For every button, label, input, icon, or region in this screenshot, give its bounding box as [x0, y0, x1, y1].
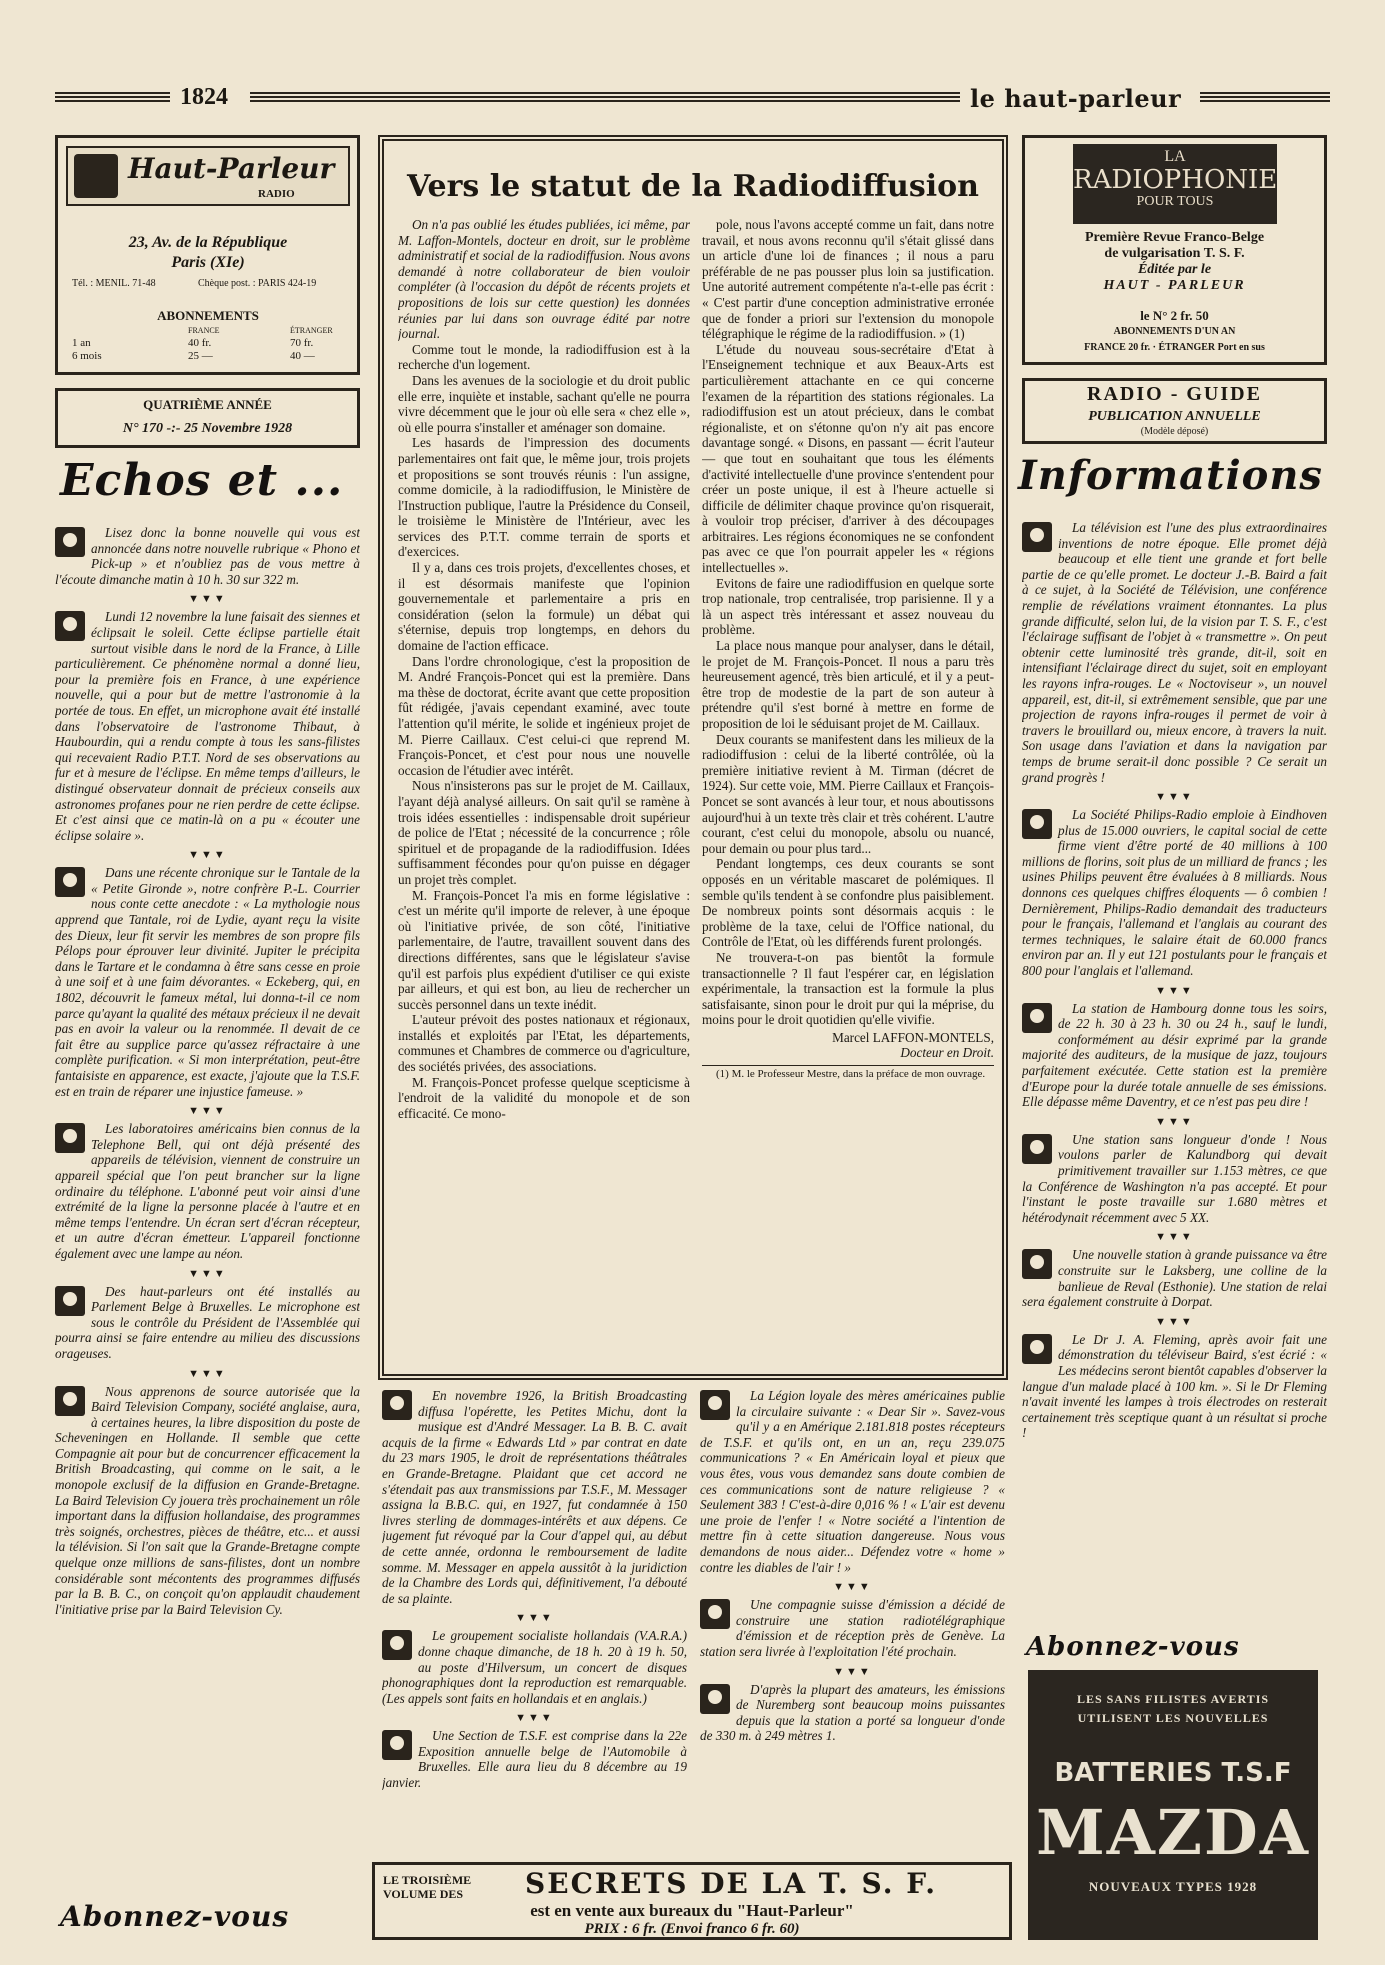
news-item-text: Les laboratoires américains bien connus de la Telephone Bell, qui ont déjà présenté des appareils de télévision, viennent de construire un appareil spécial que l'on peut brancher sur la ligne ordinaire du téléphone. L'abonné peut voir ainsi d'une extrémité de la ligne la personne placée à l'autre et en même temps l'entendre. Un écran sert d'écran récepteur, et un autre d'écran émetteur. L'appareil fonctionne également avec une lampe au néon. — [55, 1121, 360, 1261]
article-paragraph: Dans les avenues de la sociologie et du droit public elle erre, inquiète et instable, sachant qu'elle ne pourra vivre décemment que le jour où elle sera « chez elle », où elle pourra s'installer et aménager son domaine. — [398, 372, 690, 435]
news-item — [55, 525, 360, 587]
separator: ▼▼▼ — [515, 1612, 554, 1625]
echos-footer: Abonnez-vous — [60, 1900, 290, 1933]
article-paragraph: Pendant longtemps, ces deux courants se sont opposés en un véritable mascaret de polémiques. Il semble qu'ils tendent à se confondre plus paisiblement. De nombreux points sont désormais acquis : le problème de la taxe, celui de l'Office national, du Contrôle de l'Etat, où les différends furent prolongés. — [702, 856, 994, 950]
loudspeaker-icon — [55, 1286, 85, 1316]
masthead-box — [55, 135, 360, 375]
informations-heading: Informations — [1018, 452, 1323, 499]
news-item — [700, 1388, 1005, 1575]
radiophonie-banner — [1073, 144, 1277, 224]
news-item — [55, 609, 360, 843]
radiophonie-subs: ABONNEMENTS D'UN AN — [1113, 326, 1236, 337]
news-item-text: D'après la plupart des amateurs, les émissions de Nuremberg sont beaucoup moins puissantes depuis que la station a porté sa longueur d'onde de 330 m. à 249 mètres 1. — [700, 1681, 1005, 1744]
loudspeaker-icon — [55, 867, 85, 897]
news-item — [382, 1388, 687, 1606]
loudspeaker-icon — [700, 1390, 730, 1420]
article-paragraph: Ne trouvera-t-on pas bientôt la formule transactionnelle ? Il faut l'espérer car, en législation expérimentale, la transaction est la formule la plus satisfaisante, sinon pour le droit pur qui la méprise, du moins pour le droit quotidien qu'elle vivifie. — [702, 949, 994, 1028]
news-item — [55, 865, 360, 1099]
article-paragraph: Deux courants se manifestent dans les milieux de la radiodiffusion : celui de la liberté contrôlée, où la première initiative revient à M. Tirman (décret de 1924). Sur cette voie, MM. Pierre Caillaux et François-Poncet se sont avancés à leur tour, et nous aboutissons aujourd'hui à un texte très clair et très cohérent. L'autre courant, c'est celui du monopole, absolu ou nuancé, pour demain ou pour plus tard... — [702, 731, 994, 856]
secrets-sub: est en vente aux bureaux du "Haut-Parleur" — [530, 1901, 854, 1920]
separator: ▼▼▼ — [188, 849, 227, 862]
echos-heading: Echos et ... — [60, 455, 344, 506]
loudspeaker-icon — [1022, 1003, 1052, 1033]
news-item — [382, 1628, 687, 1706]
article-paragraph: M. François-Poncet professe quelque scepticisme à l'endroit de la validité du monopole et de son efficacité. Ce mono- — [398, 1074, 690, 1121]
page-number: 1824 — [180, 84, 228, 110]
secrets-ad — [372, 1862, 1012, 1940]
logo-sub: RADIO — [258, 188, 295, 200]
news-item — [55, 1284, 360, 1362]
article-paragraph: L'étude du nouveau sous-secrétaire d'Etat à l'Enseignement technique et aux Beaux-Arts est particulièrement attachante en ce qui concerne l'examen de la répartition des stations régionales. La radiodiffusion est un atout précieux, dans le combat régionaliste, et on s'étonne qu'on n'y ait pas encore davantage songé. « Disons, en passant — écrit l'auteur — que tout en souhaitant que tous les éléments d'activité intellectuelle d'une province s'entendent pour créer un poste unique, il est à l'heure actuelle si difficile de délimiter chaque province qu'on risquerait, à vouloir trop préciser, d'arriver à des découpages arbitraires. Les régions économiques ne se confondent pas avec ce que l'on pourrait appeler les « régions intellectuelles ». — [702, 341, 994, 576]
news-item-text: Le groupement socialiste hollandais (V.A.R.A.) donne chaque dimanche, de 18 h. 20 à 19 h. 50, au poste d'Hilversum, un concert de disques phonographiques dont la reproduction est remarquable. (Les appels sont faits en hollandais et en anglais.) — [382, 1628, 687, 1706]
news-item-text: Des haut-parleurs ont été installés au Parlement Belge à Bruxelles. Le microphone est sous le contrôle du Président de l'Assemblée qui pourra ainsi se faire entendre au milieu des discussions orageuses. — [55, 1283, 360, 1361]
mazda-product: BATTERIES T.S.F — [1054, 1758, 1292, 1788]
masthead-address: 23, Av. de la République — [128, 234, 288, 251]
echos-column — [55, 525, 360, 1895]
issue-year: QUATRIÈME ANNÉE — [143, 397, 272, 412]
news-item — [700, 1682, 1005, 1744]
article-paragraph: Les hasards de l'impression des documents parlementaires ont fait que, le même jour, trois projets et propositions se sont trouvés réunis : l'un assigne, comme domicile, à la radiodiffusion, le Ministère de l'Instruction publique, l'autre la Présidence du Conseil, le troisième le Ministère de l'Intérieur, avec les services des P.T.T. comme terrain de sports et d'exercices. — [398, 435, 690, 560]
news-item-text: Dans une récente chronique sur le Tantale de la « Petite Gironde », notre confrère P.-L. Courrier nous conte cette anecdote : « La mythologie nous apprend que Tantale, roi de Lydie, ayant reçu la visite des Dieux, leur fit servir les membres de son propre fils Pélops pour éprouver leur divinité. Jupiter le précipita dans le Tartare et le condamna à être sans cesse en proie à une soif et à une faim dévorantes. « Eckeberg, qui, en 1802, découvrit le fameux métal, lui donna-t-il ce nom parce qu'ayant la qualité des métaux précieux il ne devait pas en avoir la valeur ou la renommée. Il devait de ce fait être au supplice parce qu'assez réfractaire à une complète purification. « Si mon interprétation, peut-être fantaisiste en apparence, est exacte, j'ajoute que la T.S.F. est en train de réparer une injustice fameuse. » — [55, 865, 360, 1099]
radiophonie-line4: HAUT - PARLEUR — [1103, 278, 1246, 293]
article-paragraph: Dans l'ordre chronologique, c'est la proposition de M. André François-Poncet qui est la première. Dans ma thèse de doctorat, écrite avant que cette proposition fût rédigée, j'avais cependant examiné, avec toute l'attention qu'il mérite, le solide et ingénieux projet de M. Pierre Caillaux. C'est celui-ci que reprend M. François-Poncet, et c'est pour nous une nouvelle occasion de l'étudier avec intérêt. — [398, 653, 690, 778]
news-item-text: Le Dr J. A. Fleming, après avoir fait une démonstration du téléviseur Baird, s'est écrié : « Les médecins seront bientôt capables d'observer la langue d'un malade placé à 100 km. ». Si le Dr Fleming n'avait inventé les lampes à trois électrodes on resterait certainement très sceptique quant à un résultat si proche ! — [1022, 1331, 1327, 1441]
loudspeaker-icon — [1022, 1134, 1052, 1164]
loudspeaker-icon — [1022, 1249, 1052, 1279]
news-item — [1022, 1132, 1327, 1226]
radiophonie-subs-detail: FRANCE 20 fr. · ÉTRANGER Port en sus — [1084, 342, 1265, 353]
loudspeaker-icon — [382, 1630, 412, 1660]
news-item — [1022, 1247, 1327, 1309]
article-intro: On n'a pas oublié les études publiées, ici même, par M. Laffon-Montels, docteur en droit, sur le problème administratif et social de la radiodiffusion. Nous avons demandé à notre collaborateur de bien vouloir compléter (à l'occasion du dépôt de récents projets et propositions de lois sur cette question) les données réunies par lui dans son ouvrage édité par notre journal. — [398, 217, 690, 342]
masthead-logo — [66, 146, 350, 206]
header-rule-left — [55, 92, 170, 102]
news-item — [382, 1728, 687, 1790]
article-signature-title: Docteur en Droit. — [900, 1045, 994, 1061]
radio-guide-box — [1022, 378, 1327, 444]
radiophonie-line3: Éditée par le — [1137, 262, 1212, 277]
separator: ▼▼▼ — [1155, 1115, 1194, 1128]
mazda-line2: UTILISENT LES NOUVELLES — [1077, 1711, 1269, 1725]
news-item — [1022, 807, 1327, 979]
row1-foreign: 70 fr. — [290, 337, 314, 349]
mazda-ad — [1028, 1670, 1318, 1940]
loudspeaker-icon — [700, 1684, 730, 1714]
col-france: FRANCE — [188, 326, 220, 335]
logo-text: Haut-Parleur — [128, 152, 335, 185]
article-paragraph: pole, nous l'avons accepté comme un fait, dans notre travail, et nous avons reconnu qu'il s'était glissé dans un article d'une loi de finances ; il nous a paru préférable de ne pas pousser plus loin sa justification. Une autorité autrement compétente n'a-t-elle pas écrit : « C'est partir d'une conception administrative erronée que de fonder a priori sur l'extension du monopole télégraphique le régime de la radiodiffusion. » (1) — [702, 217, 994, 342]
article-paragraph: M. François-Poncet l'a mis en forme législative : c'est un mérite qu'il importe de relever, à une époque où l'initiative privée, de son côté, l'initiative parlementaire, de l'autre, travaillent souvent dans des directions différentes, sans que le législateur s'avise qu'il est parfois plus expédient d'utiliser ce qui existe par ailleurs, et qui est bon, au lieu de rechercher un succès personnel dans un texte inédit. — [398, 887, 690, 1012]
radio-guide-sub: PUBLICATION ANNUELLE — [1088, 409, 1261, 424]
loudspeaker-icon — [55, 1386, 85, 1416]
news-item-text: Une Section de T.S.F. est comprise dans la 22e Exposition annuelle belge de l'Automobile à Bruxelles. Elle aura lieu du 8 décembre au 19 janvier. — [382, 1728, 687, 1791]
article-paragraph: Il y a, dans ces trois projets, d'excellentes choses, et il est désormais manifeste que l'opinion gouvernementale et parlementaire a pris en considération (selon la formule) un débat qui s'éternise, depuis trop longtemps, en dehors du domaine de l'action efficace. — [398, 560, 690, 654]
lower-left-column — [382, 1388, 687, 1858]
news-item-text: La télévision est l'une des plus extraordinaires inventions de notre époque. Elle promet déjà beaucoup et elle tient une grande et fort belle partie de ce qu'elle promet. Le docteur J.-B. Baird a fait à ce sujet, à la Société de Télévision, une conférence remplie de révélations vraiment étonnantes. La plus grande difficulté, selon lui, de la vision par T. S. F., c'est l'éclairage suffisant de l'objet à « transmettre ». On peut obtenir cette luminosité très grande, dit-il, soit en intensifiant l'éclairage direct du sujet, soit en employant les rayons infra-rouges. Le « Noctoviseur », un nouvel appareil, est, dit-il, si extrêmement sensible, que par une projection de rayons infra-rouges il permet de voir à travers le brouillard ou, mieux encore, à travers la nuit. Son usage dans l'aviation et dans la navigation par temps de brume serait-il donc possible ? Ce serait un grand progrès ! — [1022, 520, 1327, 785]
radiophonie-title-top: LA — [1164, 148, 1186, 165]
radio-guide-note: (Modèle déposé) — [1140, 426, 1209, 437]
news-item-text: Une station sans longueur d'onde ! Nous voulons parler de Kalundborg qui devait primitivement travailler sur 1.153 mètres, ce que la Conférence de Washington n'a pas accepté. Et pour l'instant le poste travaille sur 1.680 mètres et hétérodynait récemment avec 5 XX. — [1022, 1131, 1327, 1225]
news-item-text: Nous apprenons de source autorisée que la Baird Television Company, société anglaise, aura, à certaines heures, la libre disposition du poste de Scheveningen en Hollande. Il semble que cette Compagnie ait pour but de concurrencer efficacement la British Broadcasting, qui comme on le sait, a le monopole exclusif de la diffusion en Grande-Bretagne. La Baird Television Cy jouera très prochainement un rôle important dans la diffusion hollandaise, des programmes très soignés, orchestres, pièces de théâtre, etc... et aussi la télévision. Si l'on sait que la Grande-Bretagne compte quelque onze millions de sans-filistes, dont un nombre considérable sont mécontents des programmes diffusés par la B. B. C., on conçoit qu'on applaudit chaudement l'initiative prise par la Baird Television Cy. — [55, 1383, 360, 1617]
informations-column — [1022, 520, 1327, 1630]
news-item — [1022, 1332, 1327, 1441]
header-rule-mid — [250, 92, 960, 102]
radio-guide-title: RADIO - GUIDE — [1087, 383, 1262, 405]
subscriptions-title: ABONNEMENTS — [157, 308, 259, 323]
row2-label: 6 mois — [72, 350, 102, 362]
radiophonie-title: RADIOPHONIE — [1073, 165, 1278, 195]
col-foreign: ÉTRANGER — [290, 326, 333, 335]
lower-right-column — [700, 1388, 1005, 1858]
logo-mark — [74, 154, 118, 198]
loudspeaker-icon — [700, 1599, 730, 1629]
separator: ▼▼▼ — [1155, 1231, 1194, 1244]
article-paragraph: L'auteur prévoit des postes nationaux et régionaux, installés et exploités par l'Etat, les départements, communes et Chambres de commerce ou d'agriculture, des sociétés privées, des associations. — [398, 1012, 690, 1075]
article-col-right — [702, 217, 994, 1369]
article-title: Vers le statut de la Radiodiffusion — [407, 169, 979, 204]
separator: ▼▼▼ — [1155, 791, 1194, 804]
article-col-left — [398, 217, 690, 1369]
issue-number: N° 170 -:- 25 Novembre 1928 — [122, 421, 293, 436]
issue-box — [55, 388, 360, 448]
loudspeaker-icon — [382, 1390, 412, 1420]
header-rule-right — [1200, 92, 1330, 102]
secrets-line2: VOLUME DES — [383, 1887, 464, 1901]
news-item — [700, 1597, 1005, 1659]
loudspeaker-icon — [55, 1123, 85, 1153]
news-item-text: Lisez donc la bonne nouvelle qui vous est annoncée dans notre nouvelle rubrique « Phono et Pick-up » et n'oubliez pas de vous mettre à l'écoute dimanche matin à 10 h. 30 sur 322 m. — [55, 525, 360, 587]
separator: ▼▼▼ — [1155, 984, 1194, 997]
masthead-cheque: Chèque post. : PARIS 424-19 — [198, 278, 317, 289]
news-item — [1022, 520, 1327, 785]
radiophonie-ad — [1022, 135, 1327, 365]
radiophonie-line1: Première Revue Franco-Belge — [1084, 230, 1265, 245]
secrets-line1: LE TROISIÈME — [383, 1873, 472, 1887]
loudspeaker-icon — [382, 1730, 412, 1760]
loudspeaker-icon — [55, 611, 85, 641]
secrets-title: SECRETS DE LA T. S. F. — [525, 1867, 938, 1900]
radiophonie-line2: de vulgarisation T. S. F. — [1104, 246, 1245, 261]
row1-label: 1 an — [72, 337, 91, 349]
separator: ▼▼▼ — [188, 1105, 227, 1118]
article-paragraph: La place nous manque pour analyser, dans le détail, le projet de M. François-Poncet. Il nous a paru très heureusement agencé, très bien articulé, et il y a peut-être trop de modestie de la part de son auteur à prétendre qu'il s'est borné à mettre en forme de proposition de loi le séduisant projet de M. Caillaux. — [702, 638, 994, 731]
news-item-text: Une compagnie suisse d'émission a décidé de construire une station radiotélégraphique d'émission et de réception près de Genève. La station sera livrée à l'exploitation l'été prochain. — [700, 1597, 1005, 1659]
mazda-sub: NOUVEAUX TYPES 1928 — [1088, 1879, 1258, 1894]
separator: ▼▼▼ — [515, 1712, 554, 1725]
radiophonie-price: le N° 2 fr. 50 — [1140, 308, 1209, 323]
separator: ▼▼▼ — [1155, 1315, 1194, 1328]
separator: ▼▼▼ — [833, 1581, 872, 1594]
article-paragraph: Comme tout le monde, la radiodiffusion est à la recherche d'un logement. — [398, 341, 690, 373]
separator: ▼▼▼ — [188, 1367, 227, 1380]
separator: ▼▼▼ — [833, 1665, 872, 1678]
news-item-text: La station de Hambourg donne tous les soirs, de 22 h. 30 à 23 h. 30 ou 24 h., sauf le lundi, conformément au désir exprimé par la grande majorité des auditeurs, de la musique de jazz, toujours parfaitement exécutée. Cette station est la première d'Europe pour la durée totale annuelle de ses émissions. Elle dépasse même Daventry, et ce n'est pas peu dire ! — [1022, 1000, 1327, 1110]
radiophonie-title-sub: POUR TOUS — [1136, 194, 1214, 209]
masthead-city: Paris (XIe) — [171, 254, 245, 271]
separator: ▼▼▼ — [188, 593, 227, 606]
loudspeaker-icon — [1022, 809, 1052, 839]
news-item — [55, 1384, 360, 1618]
news-item — [55, 1121, 360, 1261]
article-paragraph: Nous n'insisterons pas sur le projet de M. Caillaux, l'ayant déjà analysé ailleurs. On sait qu'il se ramène à trois idées essentielles : indispensable droit supérieur de police de l'Etat ; nécessité de la concurrence ; rôle spirituel et de propagande de la radiodiffusion. Idées suffisamment fécondes pour qu'on puisse en dégager un projet très complet. — [398, 778, 690, 887]
mazda-line1: LES SANS FILISTES AVERTIS — [1076, 1692, 1270, 1706]
header-title: le haut-parleur — [970, 84, 1182, 113]
row2-france: 25 — — [188, 350, 213, 362]
loudspeaker-icon — [1022, 1334, 1052, 1364]
masthead-tel: Tél. : MENIL. 71-48 — [72, 278, 156, 289]
news-item-text: Lundi 12 novembre la lune faisait des siennes et éclipsait le soleil. Cette éclipse partielle était surtout visible dans le nord de la France, à Lille particulièrement. Ce phénomène normal a donné lieu, pour la première fois en France, à une expérience nouvelle, qui a pour but de mettre l'astronomie à la portée de tous. En effet, un microphone avait été installé dans l'observatoire de l'astronome Thibaut, à Haubourdin, qui a rendu compte à tous les sans-filistes qui recevaient Radio P.T.T. Nord de ses observations au fur et à mesure de l'éclipse. En même temps d'ailleurs, le distingué observateur donnait de précieux conseils aux astronomes profanes pour ne rien perdre de cette éclipse. Et c'est ainsi que ce matin-là on a pu « écouter une éclipse solaire ». — [55, 609, 360, 843]
loudspeaker-icon — [1022, 522, 1052, 552]
loudspeaker-icon — [55, 527, 85, 557]
row2-foreign: 40 — — [290, 350, 315, 362]
news-item-text: La Société Philips-Radio emploie à Eindhoven plus de 15.000 ouvriers, le capital social de cette firme vient d'être porté de 40 millions à 100 millions de florins, soit plus de un milliard de francs ; les usines Philips peuvent être évaluées à 8 milliards. Nous donnons ces quelques chiffres éloquents — ô combien ! Dernièrement, Philips-Radio demandait des traducteurs pour le français, l'allemand et l'anglais au courant des termes techniques, le salaire était de 60.000 francs environ par an. Il y eut 121 postulants pour le français et 800 pour l'anglais et l'allemand. — [1022, 807, 1327, 979]
article-signature: Marcel LAFFON-MONTELS, — [832, 1029, 994, 1045]
article-paragraph: Evitons de faire une radiodiffusion en quelque sorte trop nationale, trop centralisée, trop parisienne. Il y a là un aspect très intéressant et assez nouveau du problème. — [702, 575, 994, 638]
news-item — [1022, 1001, 1327, 1110]
article-footnote: (1) M. le Professeur Mestre, dans la préface de mon ouvrage. — [702, 1065, 994, 1081]
row1-france: 40 fr. — [188, 337, 212, 349]
mazda-brand: MAZDA — [1036, 1796, 1310, 1869]
informations-footer: Abonnez-vous — [1026, 1632, 1240, 1662]
news-item-text: La Légion loyale des mères américaines publie la circulaire suivante : « Dear Sir ». Savez-vous qu'il y a en Amérique 2.181.818 postes récepteurs de T.S.F. et qu'ils ont, en un an, reçu 239.075 communications ? « En Américain loyal et pieux que vous êtes, vous vous demandez sans doute combien de ces communications sont de nature religieuse ? « Seulement 383 ! C'est-à-dire 0,016 % ! « L'air est devenu une proie de l'enfer ! « Notre société a l'intention de mettre fin à cette situation dangereuse. Nous vous demandons de nous aider... Défendez votre « home » contre les diables de l'air ! » — [700, 1388, 1005, 1575]
news-item-text: En novembre 1926, la British Broadcasting diffusa l'opérette, les Petites Michu, dont la musique est d'André Messager. La B. B. C. avait acquis de la firme « Edwards Ltd » par contrat en date du 23 mars 1905, le droit de représentations théâtrales en Grande-Bretagne. Plaidant que cet accord ne s'étendait pas aux transmissions par T.S.F., M. Messager assigna la B.B.C. qui, en 1927, fut condamnée à 150 livres sterling de dommages-intérêts et aux dépens. Ce jugement fut révoqué par la Cour d'appel qui, au début de cette année, ordonna le remboursement de ladite somme. M. Messager en appela aussitôt à la juridiction de la Chambre des Lords qui, définitivement, l'a débouté de sa plainte. — [382, 1388, 687, 1606]
news-item-text: Une nouvelle station à grande puissance va être construite sur le Laksberg, une colline de la banlieue de Reval (Esthonie). Une station de relai sera également construite à Dorpat. — [1022, 1247, 1327, 1310]
article-box — [378, 135, 1008, 1380]
secrets-price: PRIX : 6 fr. (Envoi franco 6 fr. 60) — [584, 1921, 800, 1937]
separator: ▼▼▼ — [188, 1267, 227, 1280]
